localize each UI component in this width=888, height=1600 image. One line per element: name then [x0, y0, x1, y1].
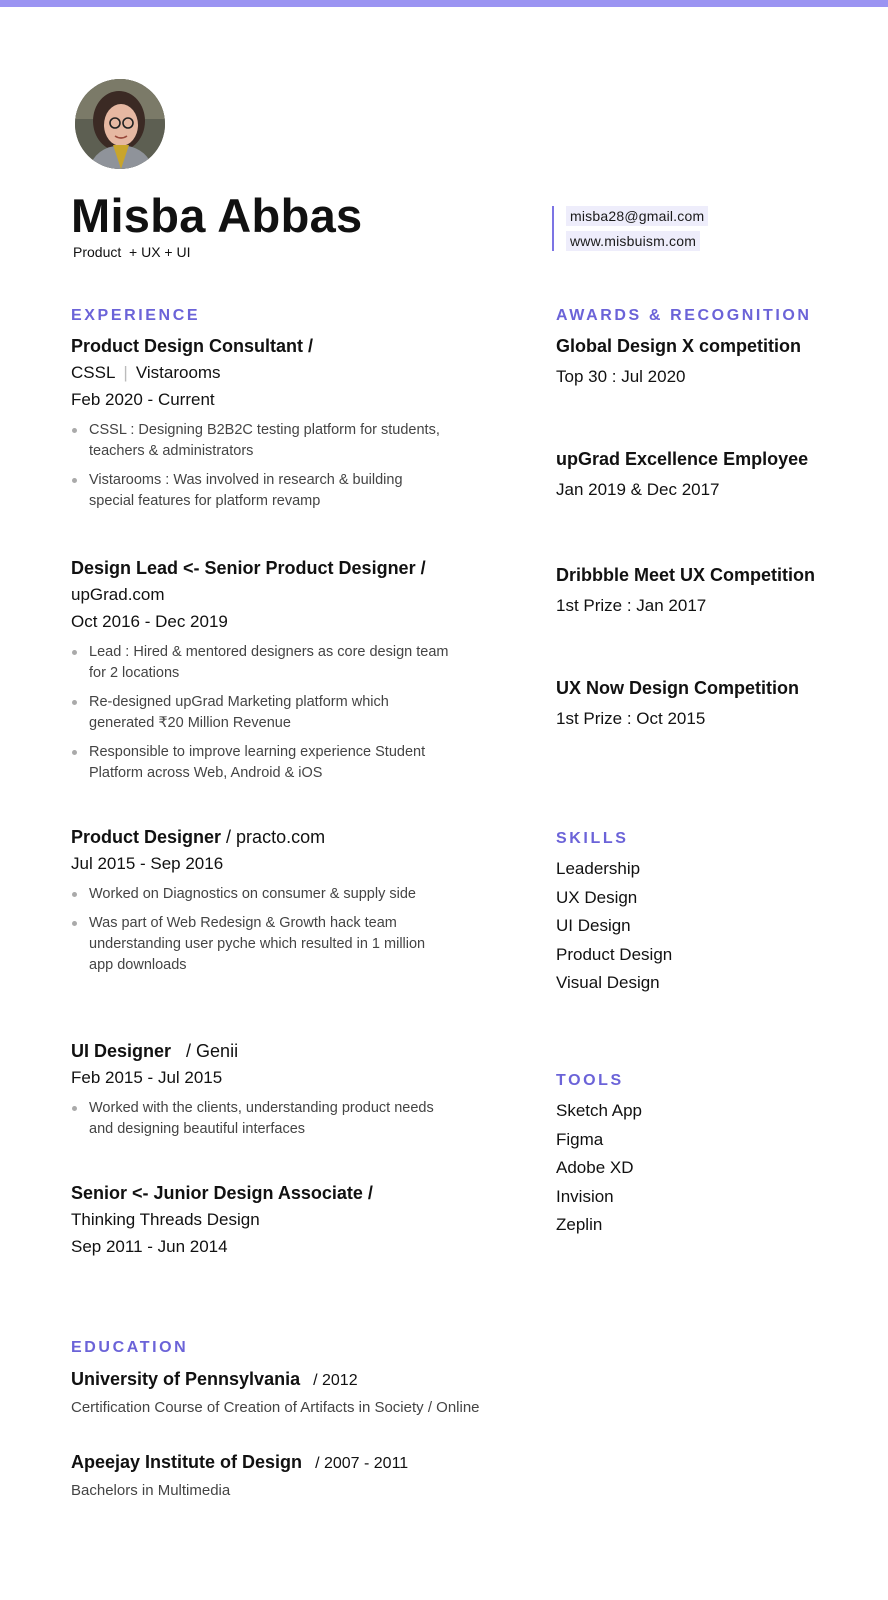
award-title: UX Now Design Competition — [556, 678, 799, 698]
education-detail: Bachelors in Multimedia — [71, 1482, 231, 1499]
tools-heading: TOOLS — [556, 1072, 624, 1089]
education-title-row — [71, 1367, 631, 1393]
award-title: Global Design X competition — [556, 336, 802, 356]
job-dates: Sep 2011 - Jun 2014 — [71, 1237, 228, 1256]
list-item: CSSL : Designing B2B2C testing platform for students, teachers & administrators — [71, 420, 451, 462]
education-detail: Certification Course of Creation of Artifacts in Society / Online — [71, 1399, 480, 1416]
education-title-row — [71, 1450, 631, 1476]
email-link[interactable]: misba28@gmail.com — [566, 206, 708, 226]
list-item: Product Design — [556, 944, 673, 964]
candidate-name: Misba Abbas — [71, 189, 363, 242]
job-entry — [71, 334, 531, 520]
skills-list — [556, 855, 836, 998]
education-year: / 2012 — [313, 1372, 358, 1389]
company-name: Vistarooms — [135, 363, 221, 382]
job-company: Thinking Threads Design — [71, 1210, 260, 1229]
school-name: University of Pennsylvania — [71, 1369, 301, 1389]
job-dates: Feb 2015 - Jul 2015 — [71, 1068, 223, 1087]
list-item: UI Design — [556, 916, 631, 935]
contact-block — [552, 206, 708, 251]
company-name: CSSL — [71, 363, 116, 382]
list-item: Worked with the clients, understanding product needs and designing beautiful interfaces — [71, 1098, 451, 1140]
list-item: Figma — [556, 1129, 604, 1149]
job-company: / Genii — [186, 1041, 239, 1061]
job-bullets — [71, 884, 531, 976]
job-entry — [71, 1181, 531, 1259]
skills-heading: SKILLS — [556, 830, 629, 847]
job-entry — [71, 825, 531, 984]
job-title: Senior <- Junior Design Associate / — [71, 1183, 373, 1203]
list-item: Responsible to improve learning experience Student Platform across Web, Android & iOS — [71, 742, 451, 784]
tools-list — [556, 1097, 836, 1240]
award-entry — [556, 334, 836, 389]
award-entry — [556, 563, 836, 618]
list-item: UX Design — [556, 887, 638, 907]
list-item: Worked on Diagnostics on consumer & supply side — [71, 884, 451, 905]
award-entry — [556, 676, 836, 731]
job-company: / practo.com — [226, 827, 326, 847]
education-year: / 2007 - 2011 — [315, 1455, 409, 1472]
list-item: Lead : Hired & mentored designers as core design team for 2 locations — [71, 642, 451, 684]
top-accent-bar — [0, 0, 888, 7]
awards-heading: AWARDS & RECOGNITION — [556, 307, 812, 324]
job-bullets — [71, 1098, 531, 1140]
list-item: Re-designed upGrad Marketing platform which generated ₹20 Million Revenue — [71, 692, 451, 734]
job-title: Design Lead <- Senior Product Designer / — [71, 558, 426, 578]
job-entry — [71, 1039, 531, 1148]
job-title: Product Design Consultant / — [71, 336, 314, 356]
award-detail: Top 30 : Jul 2020 — [556, 367, 686, 386]
avatar-portrait-icon — [75, 79, 165, 169]
education-entry — [71, 1450, 631, 1502]
company-separator: | — [123, 363, 128, 382]
list-item: Visual Design — [556, 973, 660, 992]
list-item: Zeplin — [556, 1215, 603, 1234]
list-item: Sketch App — [556, 1101, 643, 1120]
job-title: UI Designer — [71, 1041, 172, 1061]
award-detail: Jan 2019 & Dec 2017 — [556, 480, 720, 499]
job-bullets — [71, 420, 531, 512]
list-item: Vistarooms : Was involved in research & building special features for platform revamp — [71, 470, 451, 512]
school-name: Apeejay Institute of Design — [71, 1452, 303, 1472]
job-title: Product Designer — [71, 827, 222, 847]
job-dates: Feb 2020 - Current — [71, 390, 215, 409]
award-entry — [556, 447, 836, 502]
job-bullets — [71, 642, 531, 784]
job-entry — [71, 556, 531, 792]
award-title: upGrad Excellence Employee — [556, 449, 809, 469]
list-item: Invision — [556, 1186, 614, 1206]
candidate-role: Product + UX + UI — [73, 244, 191, 260]
experience-heading: EXPERIENCE — [71, 307, 201, 324]
award-detail: 1st Prize : Oct 2015 — [556, 709, 706, 728]
list-item: Leadership — [556, 859, 641, 878]
job-dates: Jul 2015 - Sep 2016 — [71, 854, 224, 873]
education-entry — [71, 1367, 631, 1419]
job-title-row — [71, 825, 531, 849]
job-dates: Oct 2016 - Dec 2019 — [71, 612, 228, 631]
education-heading: EDUCATION — [71, 1339, 189, 1356]
award-detail: 1st Prize : Jan 2017 — [556, 596, 707, 615]
job-title-row — [71, 1039, 531, 1063]
avatar — [75, 79, 165, 169]
website-link[interactable]: www.misbuism.com — [566, 231, 700, 251]
list-item: Was part of Web Redesign & Growth hack team understanding user pyche which resulted in 1 million app downloads — [71, 913, 451, 976]
job-company — [71, 361, 531, 385]
award-title: Dribbble Meet UX Competition — [556, 565, 816, 585]
job-company: upGrad.com — [71, 585, 165, 604]
list-item: Adobe XD — [556, 1158, 634, 1177]
